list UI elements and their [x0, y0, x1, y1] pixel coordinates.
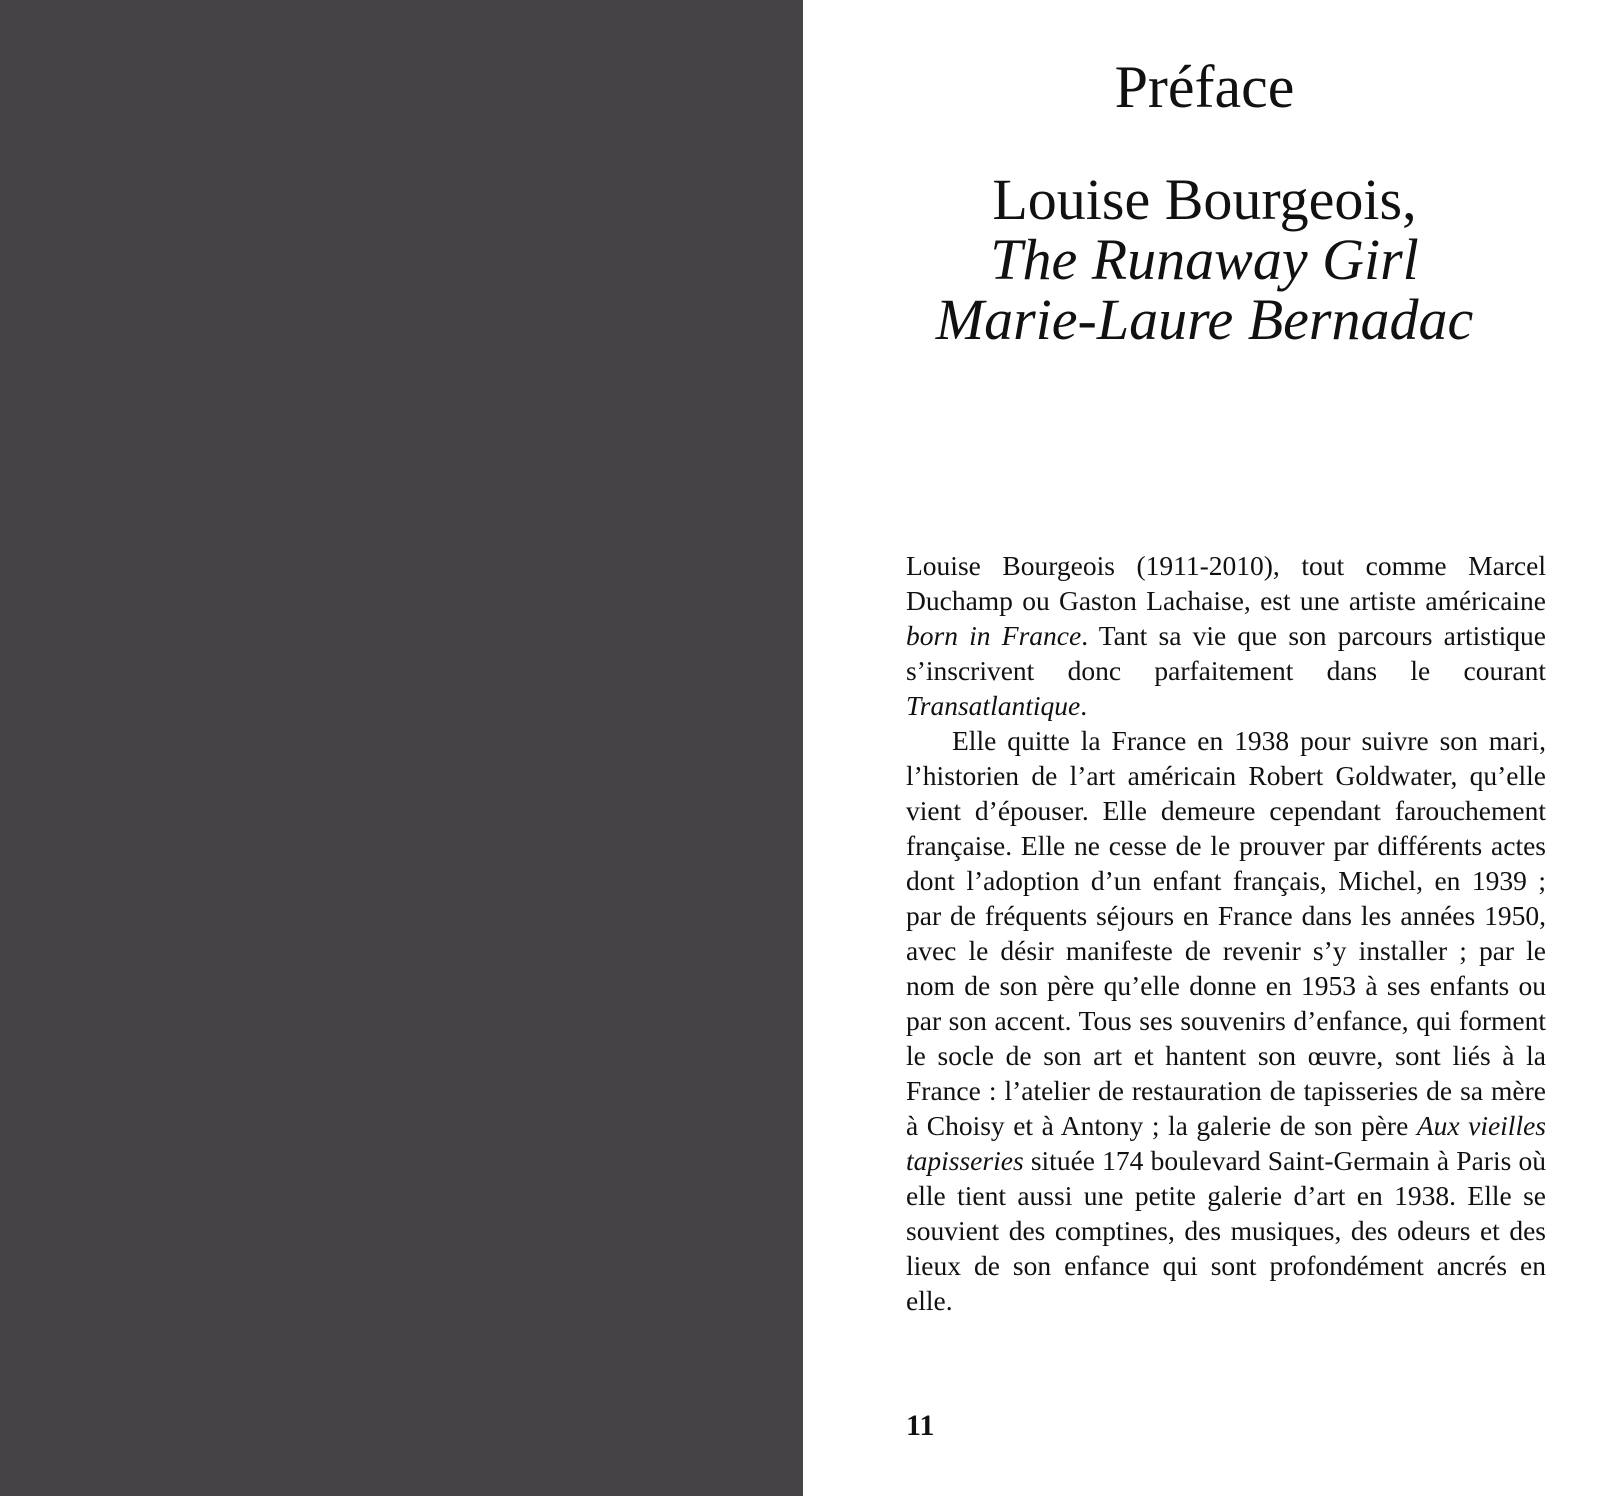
section-label: Préface — [1114, 54, 1295, 120]
p1-text-2: . Tant sa vie que son parcours artistique s’inscrivent donc parfaitement dans le courant — [906, 620, 1546, 686]
p1-text-1: Louise Bourgeois (1911-2010), tout comme Marcel Duchamp ou Gaston Lachaise, est une artiste américaine — [906, 550, 1546, 616]
p2-text-2: située 174 boulevard Saint-Germain à Paris où elle tient aussi une petite galerie d’art en 1938. Elle se souvient des comptines, des musiques, des odeurs et des lieux de son enfance qui sont profondément ancrés en elle. — [906, 1145, 1546, 1316]
title-author-name: Marie-Laure Bernadac — [935, 287, 1474, 352]
title-artist-name: Louise Bourgeois, — [992, 167, 1417, 232]
p1-italic-2: Transatlantique — [906, 690, 1081, 721]
p2-text-1: Elle quitte la France en 1938 pour suivre son mari, l’historien de l’art américain Robert Goldwater, qu’elle vient d’épouser. Elle demeure cependant farouchement française. Elle ne cesse de le prouver par différents actes dont l’adoption d’un enfant français, Michel, en 1939 ; par de fréquents séjours en France dans les années 1950, avec le désir manifeste de revenir s’y installer ; par le nom de son père qu’elle donne en 1953 à ses enfants ou par son accent. Tous ses souvenirs d’enfance, qui forment le socle de son art et hantent son œuvre, sont liés à la France : l’atelier de restauration de tapisseries de sa mère à Choisy et à Antony ; la galerie de son père — [906, 725, 1546, 1141]
p2-italic-1: Aux vieilles tapisseries — [906, 1110, 1546, 1176]
paragraph-2 — [906, 723, 1546, 1318]
p1-text-3: . — [1080, 690, 1088, 721]
title-work-name: The Runaway Girl — [990, 227, 1419, 292]
right-page — [803, 0, 1606, 1496]
chapter-title — [803, 167, 1606, 352]
body-text — [906, 548, 1546, 1318]
paragraph-1 — [906, 548, 1546, 723]
page-number: 11 — [906, 1409, 935, 1442]
p1-italic-1: born in France — [906, 620, 1082, 651]
